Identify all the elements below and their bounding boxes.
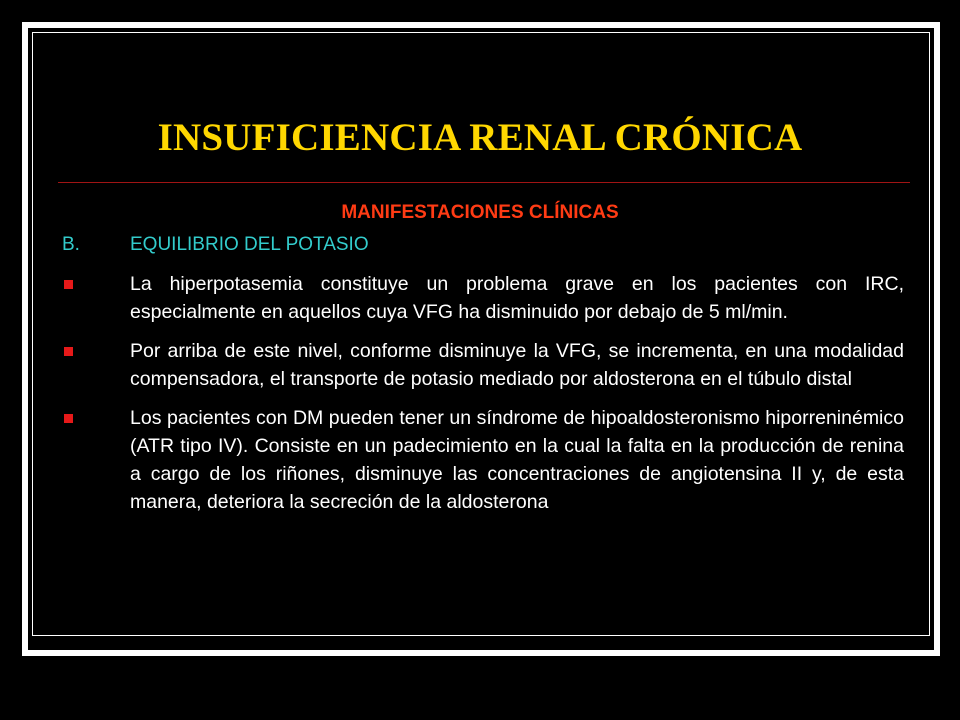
slide-subtitle: MANIFESTACIONES CLÍNICAS <box>341 202 619 223</box>
bullet-item <box>62 404 912 516</box>
bullet-list <box>62 270 912 527</box>
section-heading <box>62 234 369 256</box>
section-label: EQUILIBRIO DEL POTASIO <box>130 234 369 255</box>
bullet-item <box>62 337 912 393</box>
bullet-text: La hiperpotasemia constituye un problema grave en los pacientes con IRC, especialmente en aquellos cuya VFG ha disminuido por debajo de 5 ml/min. <box>130 273 904 323</box>
title-divider <box>58 182 910 183</box>
square-bullet-icon <box>64 280 73 289</box>
slide-title: INSUFICIENCIA RENAL CRÓNICA <box>157 116 803 159</box>
section-marker: B. <box>62 234 80 255</box>
square-bullet-icon <box>64 347 73 356</box>
square-bullet-icon <box>64 414 73 423</box>
bullet-text: Los pacientes con DM pueden tener un síndrome de hipoaldosteronismo hiporreninémico (ATR tipo IV). Consiste en un padecimiento en la cual la falta en la producción de renina a cargo de los riñones, disminuye las concentraciones de angiotensina II y, de esta manera, deteriora la secreción de la aldosterona <box>130 407 904 513</box>
bullet-item <box>62 270 912 326</box>
bullet-text: Por arriba de este nivel, conforme disminuye la VFG, se incrementa, en una modalidad compensadora, el transporte de potasio mediado por aldosterona en el túbulo distal <box>130 340 904 390</box>
